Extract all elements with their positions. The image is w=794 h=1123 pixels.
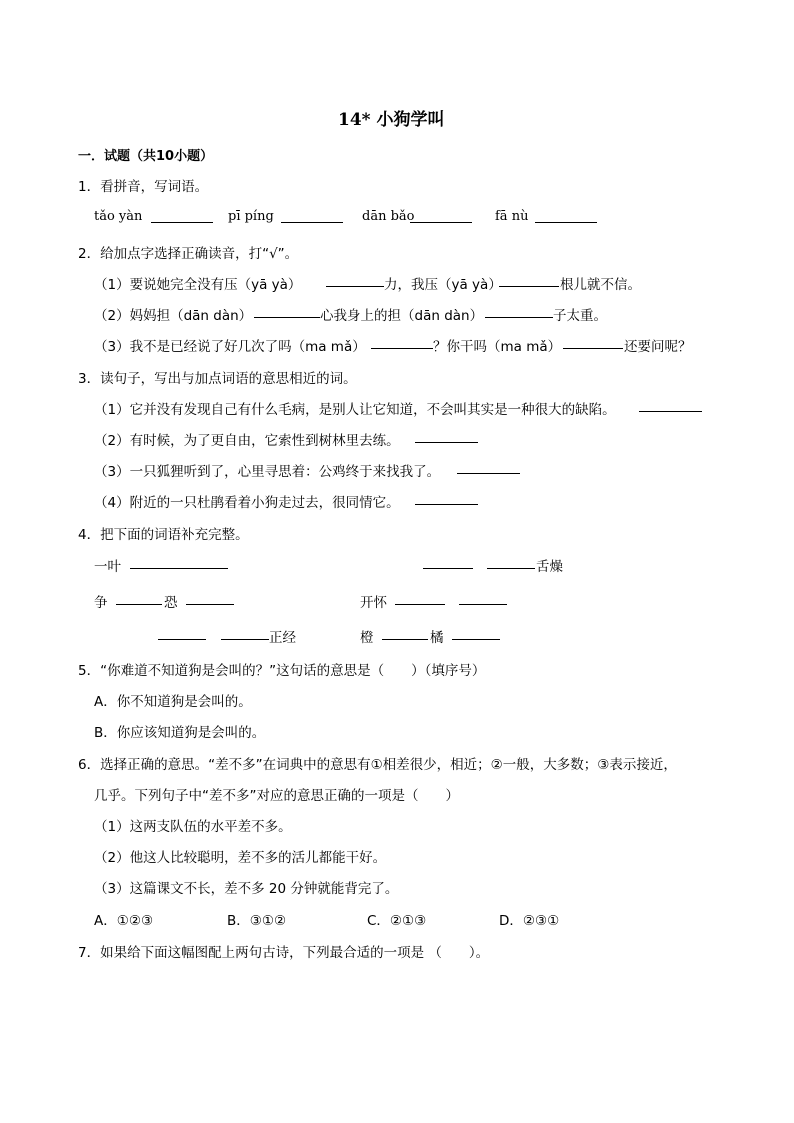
q5-option-a[interactable]: A．你不知道狗是会叫的。 <box>94 694 252 710</box>
q2-item-1a: （1）要说她完全没有压（yā yà） <box>94 277 302 293</box>
q3-item-3: （3）一只狐狸听到了，心里寻思着：公鸡终于来找我了。 <box>94 464 441 480</box>
pinyin-1: tǎo yàn <box>94 209 143 224</box>
q2-item-3c: 还要问呢？ <box>624 339 692 355</box>
q2-item-1b: 力，我压（yā yà） <box>384 277 502 293</box>
answer-blank[interactable] <box>459 592 507 605</box>
answer-blank[interactable] <box>371 336 433 349</box>
question-2-stem: 2．给加点字选择正确读音，打“√”。 <box>78 246 299 262</box>
question-1-stem: 1．看拼音，写词语。 <box>78 179 209 195</box>
answer-blank[interactable] <box>221 627 269 640</box>
q6-option-a[interactable]: A．①②③ <box>94 913 154 929</box>
q4-word-6a: 橙 <box>360 630 374 646</box>
answer-blank[interactable] <box>254 305 320 318</box>
answer-blank[interactable] <box>487 556 535 569</box>
answer-blank[interactable] <box>116 592 162 605</box>
q3-item-2: （2）有时候，为了更自由，它索性到树林里去练。 <box>94 433 400 449</box>
answer-blank[interactable] <box>535 210 597 223</box>
answer-blank[interactable] <box>130 556 228 569</box>
q6-option-d[interactable]: D．②③① <box>499 913 560 929</box>
answer-blank[interactable] <box>186 592 234 605</box>
question-6-stem-line-2: 几乎。下列句子中“差不多”对应的意思正确的一项是（ ） <box>94 788 459 804</box>
answer-blank[interactable] <box>457 461 520 474</box>
answer-blank[interactable] <box>151 210 213 223</box>
answer-blank[interactable] <box>395 592 445 605</box>
answer-blank[interactable] <box>281 210 343 223</box>
q4-word-3a: 争 <box>94 595 108 611</box>
q2-item-1c: 根儿就不信。 <box>560 277 641 293</box>
answer-blank[interactable] <box>485 305 553 318</box>
answer-blank[interactable] <box>382 627 428 640</box>
question-3-stem: 3．读句子，写出与加点词语的意思相近的词。 <box>78 371 357 387</box>
question-6-stem-line-1: 6．选择正确的意思。“差不多”在词典中的意思有①相差很少，相近；②一般，大多数；③表示接近， <box>78 757 677 773</box>
pinyin-2: pī píng <box>228 209 274 224</box>
answer-blank[interactable] <box>423 556 473 569</box>
pinyin-3: dān bǎo <box>362 209 415 224</box>
answer-blank[interactable] <box>158 627 206 640</box>
q4-word-2: 舌燥 <box>536 559 563 575</box>
question-5-stem: 5．“你难道不知道狗是会叫的？”这句话的意思是（ ）（填序号） <box>78 663 486 679</box>
pinyin-4: fā nù <box>495 209 529 224</box>
q2-item-3a: （3）我不是已经说了好几次了吗（ma mǎ） <box>94 339 366 355</box>
q4-word-1: 一叶 <box>94 559 121 575</box>
q3-item-1: （1）它并没有发现自己有什么毛病，是别人让它知道，不会叫其实是一种很大的缺陷。 <box>94 402 616 418</box>
q6-item-3: （3）这篇课文不长，差不多 20 分钟就能背完了。 <box>94 881 399 897</box>
q6-item-2: （2）他这人比较聪明，差不多的活儿都能干好。 <box>94 850 387 866</box>
page-title: 14* 小狗学叫 <box>338 110 445 130</box>
answer-blank[interactable] <box>410 210 472 223</box>
q2-item-2a: （2）妈妈担（dān dàn） <box>94 308 253 324</box>
answer-blank[interactable] <box>452 627 500 640</box>
q6-option-c[interactable]: C．②①③ <box>367 913 427 929</box>
section-heading: 一．试题（共10小题） <box>78 149 214 164</box>
q4-word-3b: 恐 <box>164 595 178 611</box>
q6-item-1: （1）这两支队伍的水平差不多。 <box>94 819 292 835</box>
q2-item-2c: 子太重。 <box>553 308 607 324</box>
answer-blank[interactable] <box>415 492 478 505</box>
answer-blank[interactable] <box>563 336 623 349</box>
q4-word-5: 正经 <box>269 630 296 646</box>
answer-blank[interactable] <box>639 399 702 412</box>
q2-item-3b: ？你干吗（ma mǎ） <box>433 339 562 355</box>
q4-word-6b: 橘 <box>430 630 444 646</box>
answer-blank[interactable] <box>499 274 559 287</box>
q6-option-b[interactable]: B．③①② <box>227 913 287 929</box>
q2-item-2b: 心我身上的担（dān dàn） <box>320 308 484 324</box>
q3-item-4: （4）附近的一只杜鹃看着小狗走过去，很同情它。 <box>94 495 400 511</box>
q4-word-4: 开怀 <box>360 595 387 611</box>
q5-option-b[interactable]: B．你应该知道狗是会叫的。 <box>94 725 266 741</box>
answer-blank[interactable] <box>326 274 384 287</box>
answer-blank[interactable] <box>415 430 478 443</box>
question-7-stem: 7．如果给下面这幅图配上两句古诗，下列最合适的一项是 （ ）。 <box>78 945 490 961</box>
question-4-stem: 4．把下面的词语补充完整。 <box>78 527 249 543</box>
